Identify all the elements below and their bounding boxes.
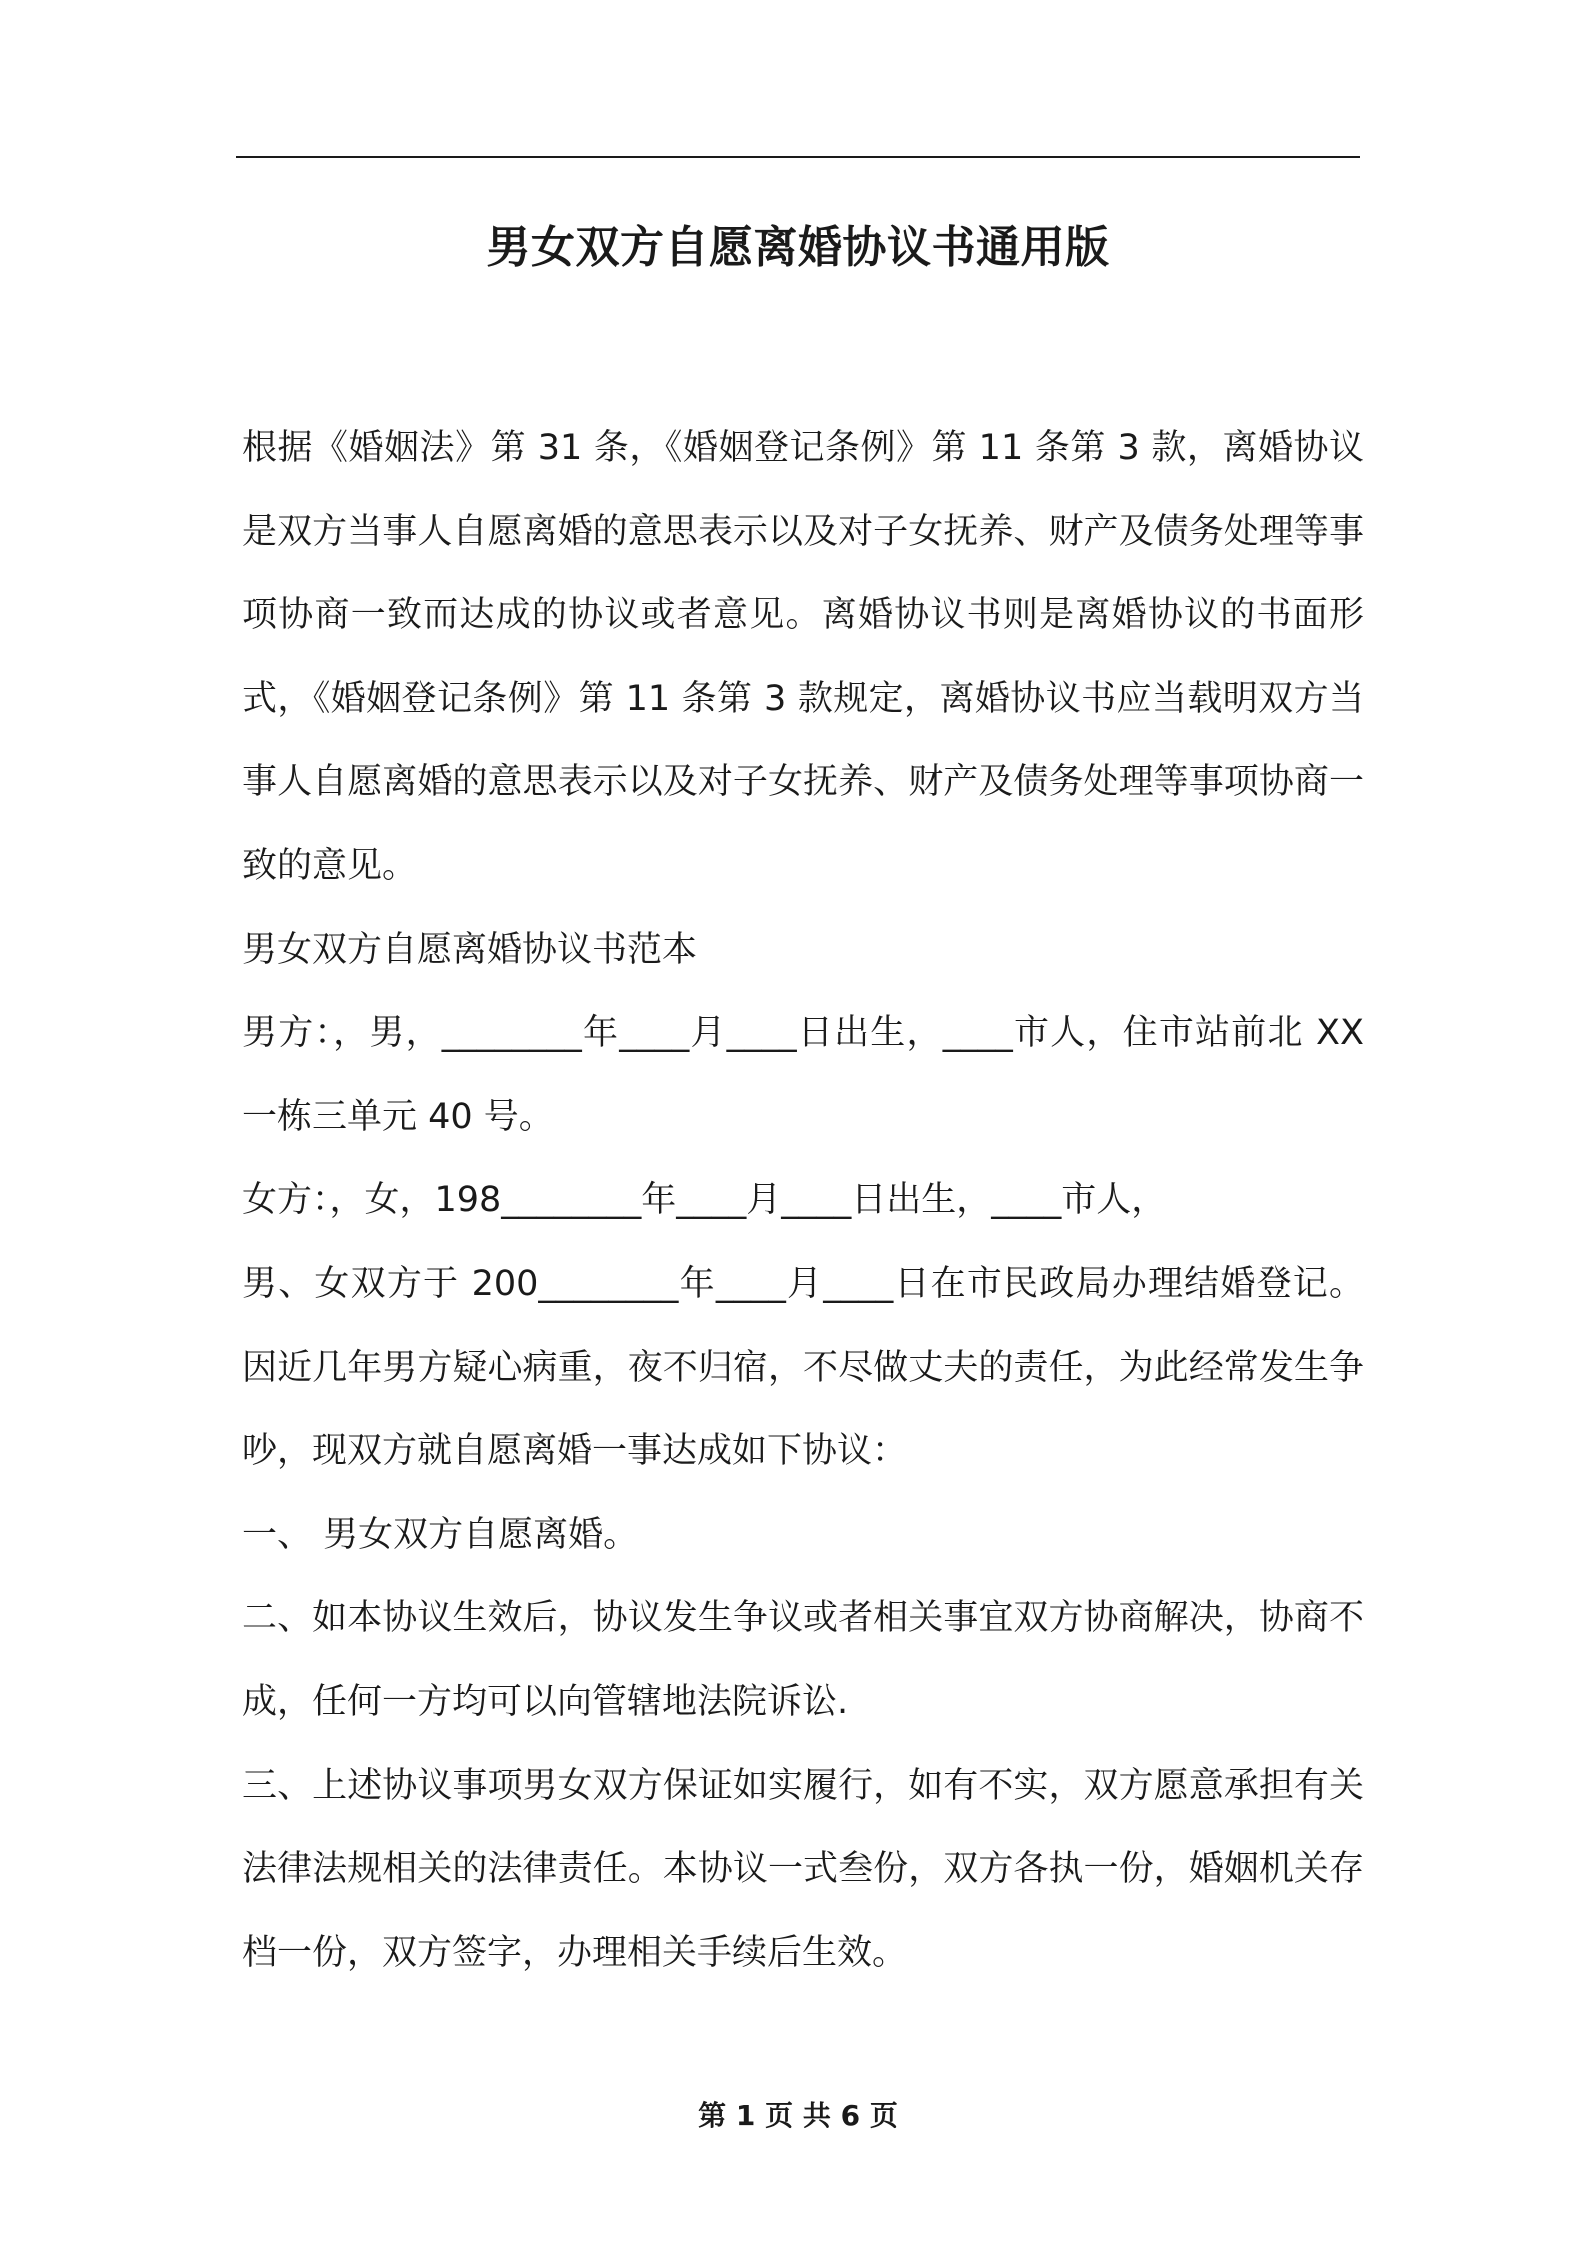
clause-one: 一、 男女双方自愿离婚。 — [242, 1514, 639, 1555]
paragraph-female-party: 女方：，女，198________年____月____日出生，____市人， — [242, 1180, 1167, 1221]
paragraph-marriage-registration: 男、女双方于 200________年____月____日在市民政局办理结婚登记。因近几年男方疑心病重，夜不归宿，不尽做丈夫的责任，为此经常发生争吵，现双方就自愿离婚一事达成如下协议： — [242, 1263, 1364, 1472]
header-rule — [236, 156, 1360, 158]
paragraph-subtitle: 男女双方自愿离婚协议书范本 — [242, 929, 698, 970]
clause-two: 二、如本协议生效后，协议发生争议或者相关事宜双方协商解决，协商不成，任何一方均可以向管辖地法院诉讼. — [242, 1598, 1364, 1722]
paragraph-male-party: 男方：，男，________年____月____日出生，____市人，住市站前北 XX 一栋三单元 40 号。 — [242, 1013, 1364, 1137]
document-title: 男女双方自愿离婚协议书通用版 — [486, 222, 1110, 273]
paragraph-intro: 根据《婚姻法》第 31 条，《婚姻登记条例》第 11 条第 3 款，离婚协议是双方当事人自愿离婚的意思表示以及对子女抚养、财产及债务处理等事项协商一致而达成的协议或者意见。离婚协议书则是离婚协议的书面形式，《婚姻登记条例》第 11 条第 3 款规定，离婚协议书应当载明双方当事人自愿离婚的意思表示以及对子女抚养、财产及债务处理等事项协商一致的意见。 — [242, 428, 1364, 886]
document-body — [242, 407, 1364, 1995]
page-number-footer: 第 1 页 共 6 页 — [698, 2099, 898, 2132]
clause-three: 三、上述协议事项男女双方保证如实履行，如有不实，双方愿意承担有关法律法规相关的法律责任。本协议一式叁份，双方各执一份，婚姻机关存档一份，双方签字，办理相关手续后生效。 — [242, 1765, 1364, 1973]
